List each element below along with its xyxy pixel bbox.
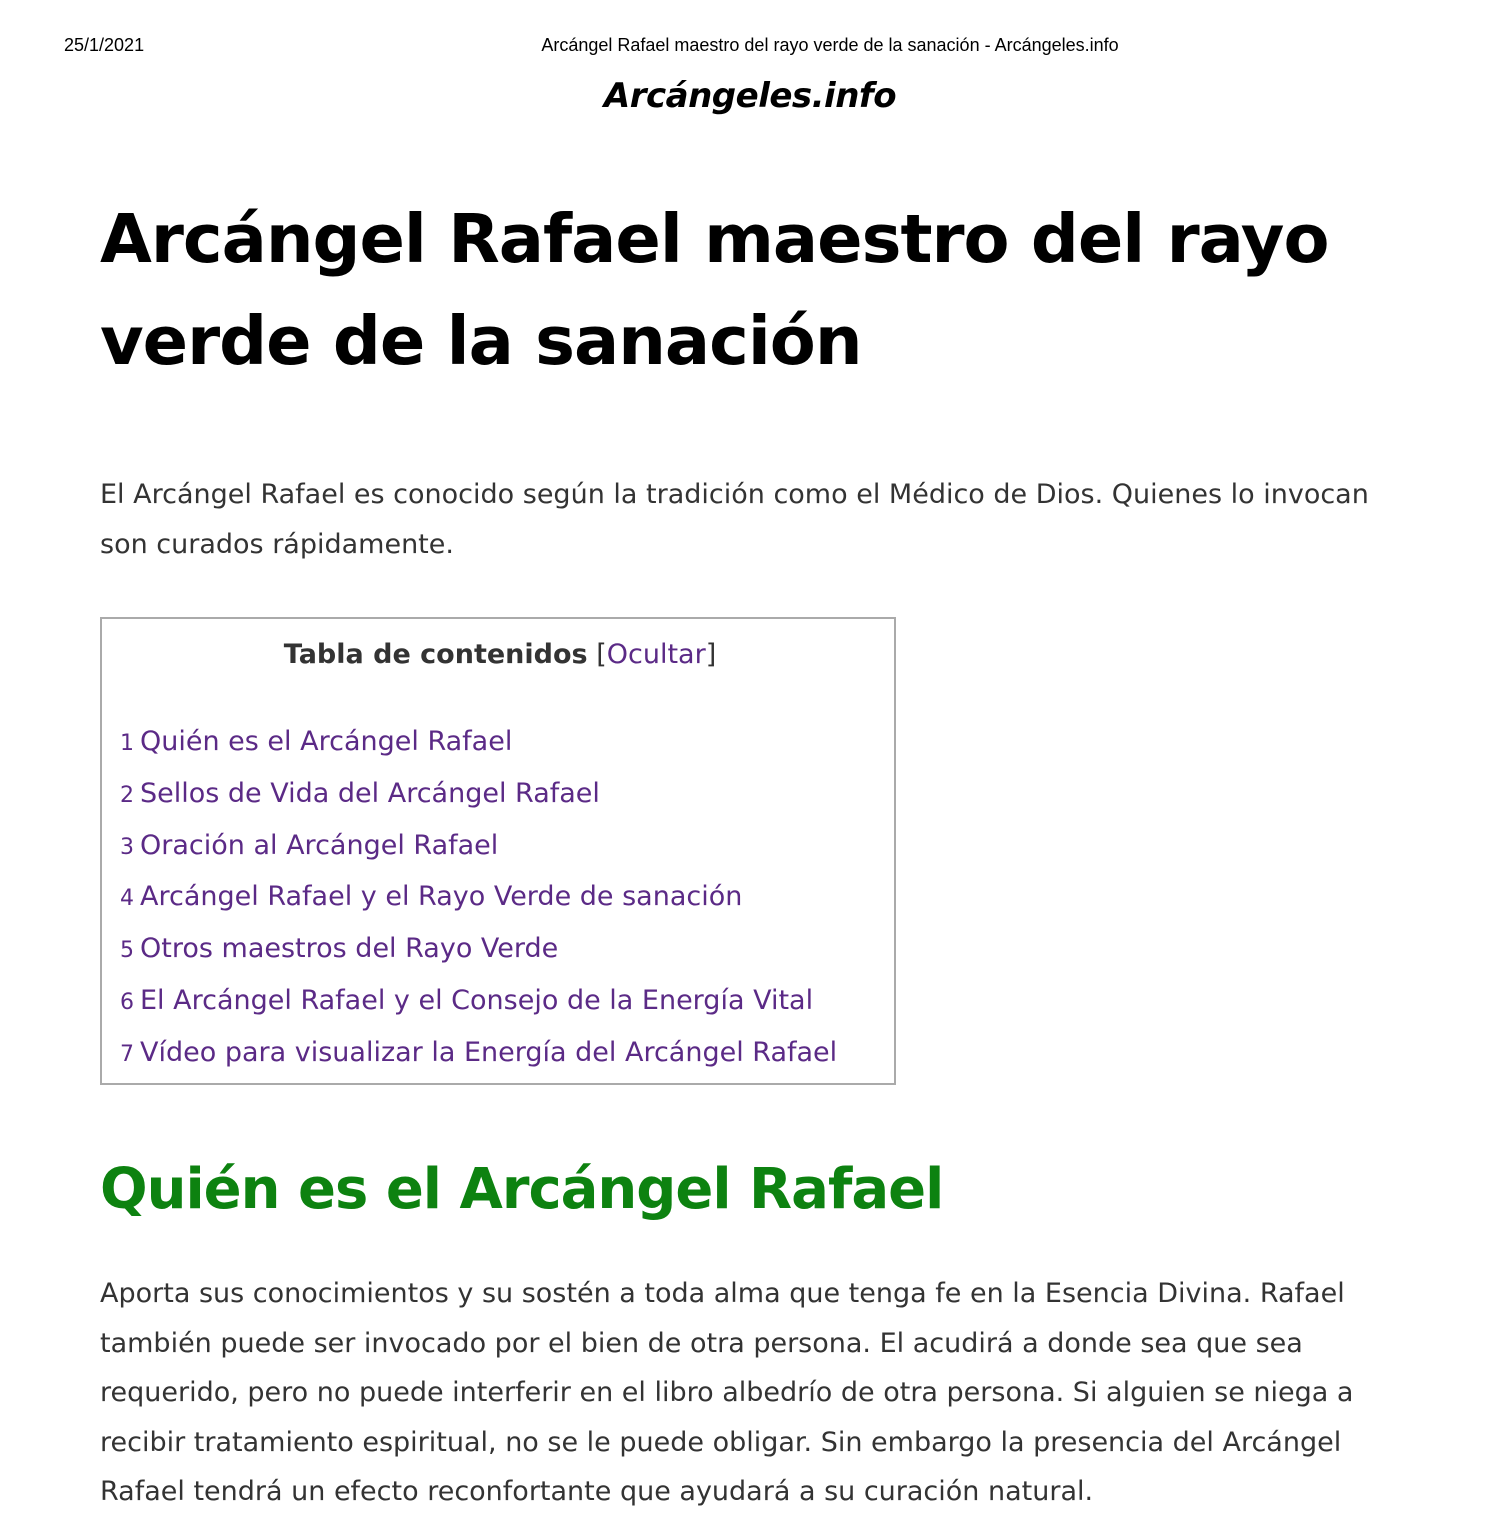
table-of-contents [100,617,896,1085]
toc-item-number: 2 [120,782,134,808]
toc-item-number: 3 [120,834,134,860]
toc-item-label: Arcángel Rafael y el Rayo Verde de sanación [140,881,743,913]
toc-heading: Tabla de contenidos [283,639,588,670]
toc-item-number: 7 [120,1041,134,1067]
article-intro: El Arcángel Rafael es conocido según la tradición como el Médico de Dios. Quienes lo invocan son curados rápidamente. [100,479,1369,560]
site-logo[interactable]: Arcángeles.info [603,76,897,116]
toc-item-number: 4 [120,886,134,912]
toc-link-sellos-de-vida[interactable] [120,769,837,821]
toc-link-quien-es[interactable] [120,717,837,769]
section-body-text: Aporta sus conocimientos y su sostén a toda alma que tenga fe en la Esencia Divina. Rafael también puede ser invocado por el bien de otra persona. El acudirá a donde sea que sea requerido, pero no puede interferir en el libro albedrío de otra persona. Si alguien se niega a recibir tratamiento espiritual, no se le puede obligar. Sin embargo la presencia del Arcángel Rafael tendrá un efecto reconfortante que ayudará a su curación natural. [100,1278,1354,1508]
toc-link-video[interactable] [120,1028,837,1080]
toc-toggle-link[interactable]: Ocultar [606,639,706,670]
toc-header [102,639,898,670]
toc-link-otros-maestros[interactable] [120,924,837,976]
toc-bracket-close: ] [705,639,717,670]
toc-item-label: Quién es el Arcángel Rafael [140,726,513,757]
toc-item-label: Oración al Arcángel Rafael [140,829,499,861]
toc-link-oracion[interactable] [120,821,837,873]
toc-bracket-open: [ [596,639,607,670]
print-date: 25/1/2021 [64,35,145,55]
toc-list [120,717,837,1080]
article-title: Arcángel Rafael maestro del rayo verde de la sanación [100,200,1329,380]
toc-item-label: Sellos de Vida del Arcángel Rafael [140,777,600,809]
toc-item-label: El Arcángel Rafael y el Consejo de la Energía Vital [140,984,814,1016]
toc-item-number: 1 [120,731,134,756]
toc-item-number: 6 [120,989,134,1015]
toc-link-consejo-energia-vital[interactable] [120,976,837,1028]
toc-link-rayo-verde[interactable] [120,872,837,924]
toc-item-number: 5 [120,938,134,964]
toc-item-label: Vídeo para visualizar la Energía del Arcángel Rafael [140,1036,838,1068]
print-header [0,35,1500,59]
toc-item-label: Otros maestros del Rayo Verde [140,933,559,965]
section-heading: Quién es el Arcángel Rafael [100,1157,944,1222]
print-page-title: Arcángel Rafael maestro del rayo verde de la sanación - Arcángeles.info [541,35,1119,55]
